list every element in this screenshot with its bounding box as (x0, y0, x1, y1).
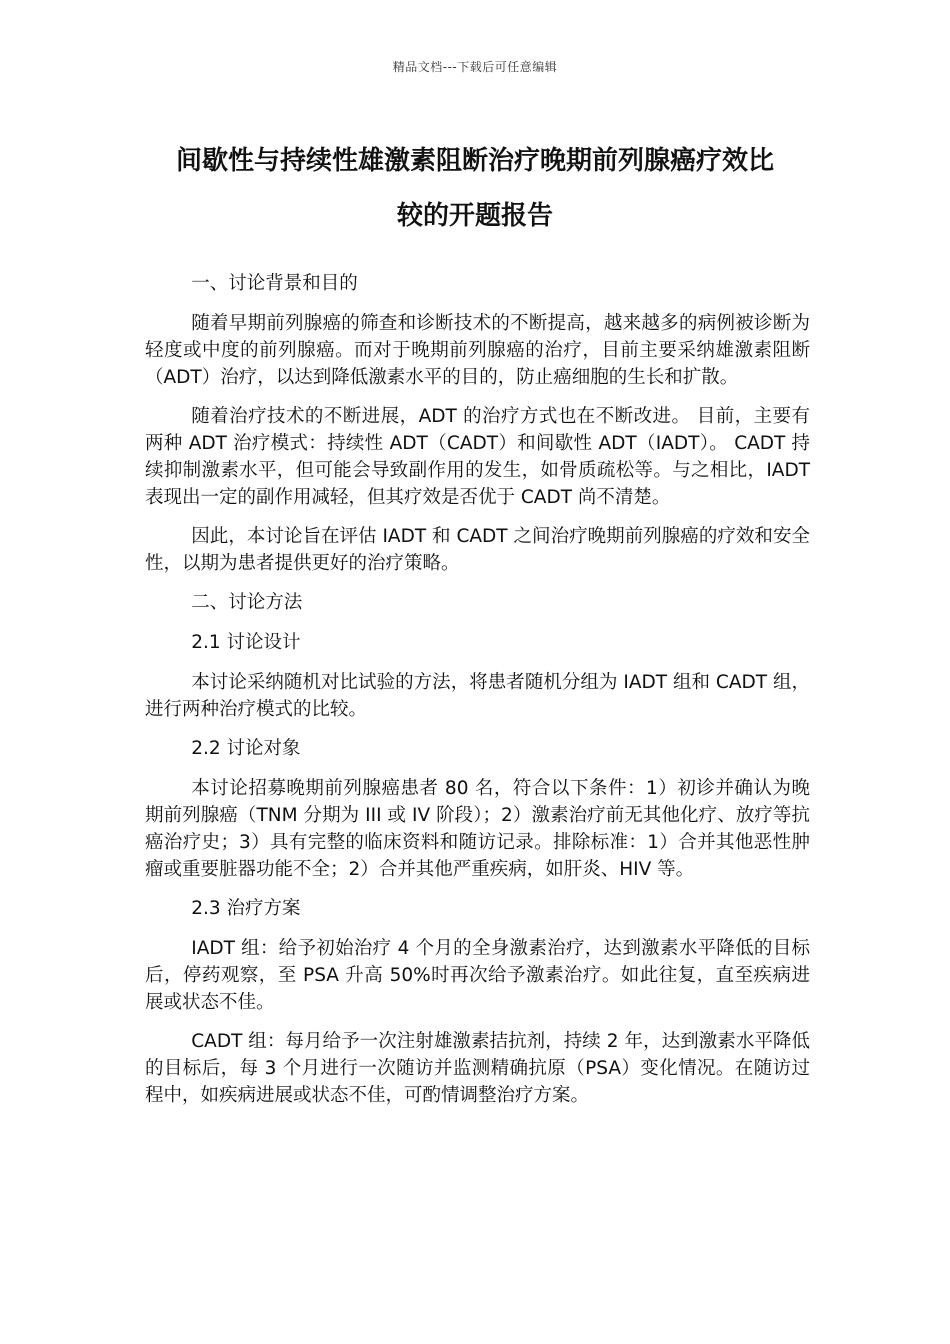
document-title-line-1: 间歇性与持续性雄激素阻断治疗晚期前列腺癌疗效比 (175, 146, 774, 176)
document-body (145, 270, 810, 1121)
section-1-paragraph-2: 随着治疗技术的不断进展，ADT 的治疗方式也在不断改进。 目前，主要有两种 ADT 治疗模式：持续性 ADT（CADT）和间歇性 ADT（IADT）。 CADT 持续抑制激素水平，但可能会导致副作用的发生，如骨质疏松等。与之相比，IADT 表现出一定的副作用减轻，但其疗效是否优于 CADT 尚不清楚。 (145, 406, 810, 508)
section-2-3-heading: 2.3 治疗方案 (191, 898, 301, 919)
section-2-1-paragraph: 本讨论采纳随机对比试验的方法，将患者随机分组为 IADT 组和 CADT 组，进行两种治疗模式的比较。 (145, 672, 810, 720)
section-2-1-heading: 2.1 讨论设计 (191, 632, 301, 653)
section-1-paragraph-3: 因此，本讨论旨在评估 IADT 和 CADT 之间治疗晚期前列腺癌的疗效和安全性，以期为患者提供更好的治疗策略。 (145, 526, 810, 574)
section-1-paragraph-1: 随着早期前列腺癌的筛查和诊断技术的不断提高，越来越多的病例被诊断为轻度或中度的前列腺癌。而对于晚期前列腺癌的治疗，目前主要采纳雄激素阻断（ADT）治疗，以达到降低激素水平的目的，防止癌细胞的生长和扩散。 (145, 313, 810, 388)
section-1-heading: 一、讨论背景和目的 (191, 273, 358, 294)
section-2-2-paragraph: 本讨论招募晚期前列腺癌患者 80 名，符合以下条件：1）初诊并确认为晚期前列腺癌（TNM 分期为 III 或 IV 阶段）；2）激素治疗前无其他化疗、放疗等抗癌治疗史；3）具有完整的临床资料和随访记录。排除标准：1）合并其他恶性肿瘤或重要脏器功能不全；2）合并其他严重疾病，如肝炎、HIV 等。 (145, 778, 810, 880)
section-2-3-paragraph-cadt: CADT 组：每月给予一次注射雄激素拮抗剂，持续 2 年，达到激素水平降低的目标后，每 3 个月进行一次随访并监测精确抗原（PSA）变化情况。在随访过程中，如疾病进展或状态不佳，可酌情调整治疗方案。 (145, 1031, 810, 1106)
document-title-line-2: 较的开题报告 (396, 201, 553, 231)
section-2-heading: 二、讨论方法 (191, 592, 303, 613)
section-2-2-heading: 2.2 讨论对象 (191, 738, 301, 759)
section-2-3-paragraph-iadt: IADT 组：给予初始治疗 4 个月的全身激素治疗，达到激素水平降低的目标后，停药观察，至 PSA 升高 50%时再次给予激素治疗。如此往复，直至疾病进展或状态不佳。 (145, 938, 810, 1013)
page-header-note: 精品文档---下载后可任意编辑 (392, 60, 558, 74)
